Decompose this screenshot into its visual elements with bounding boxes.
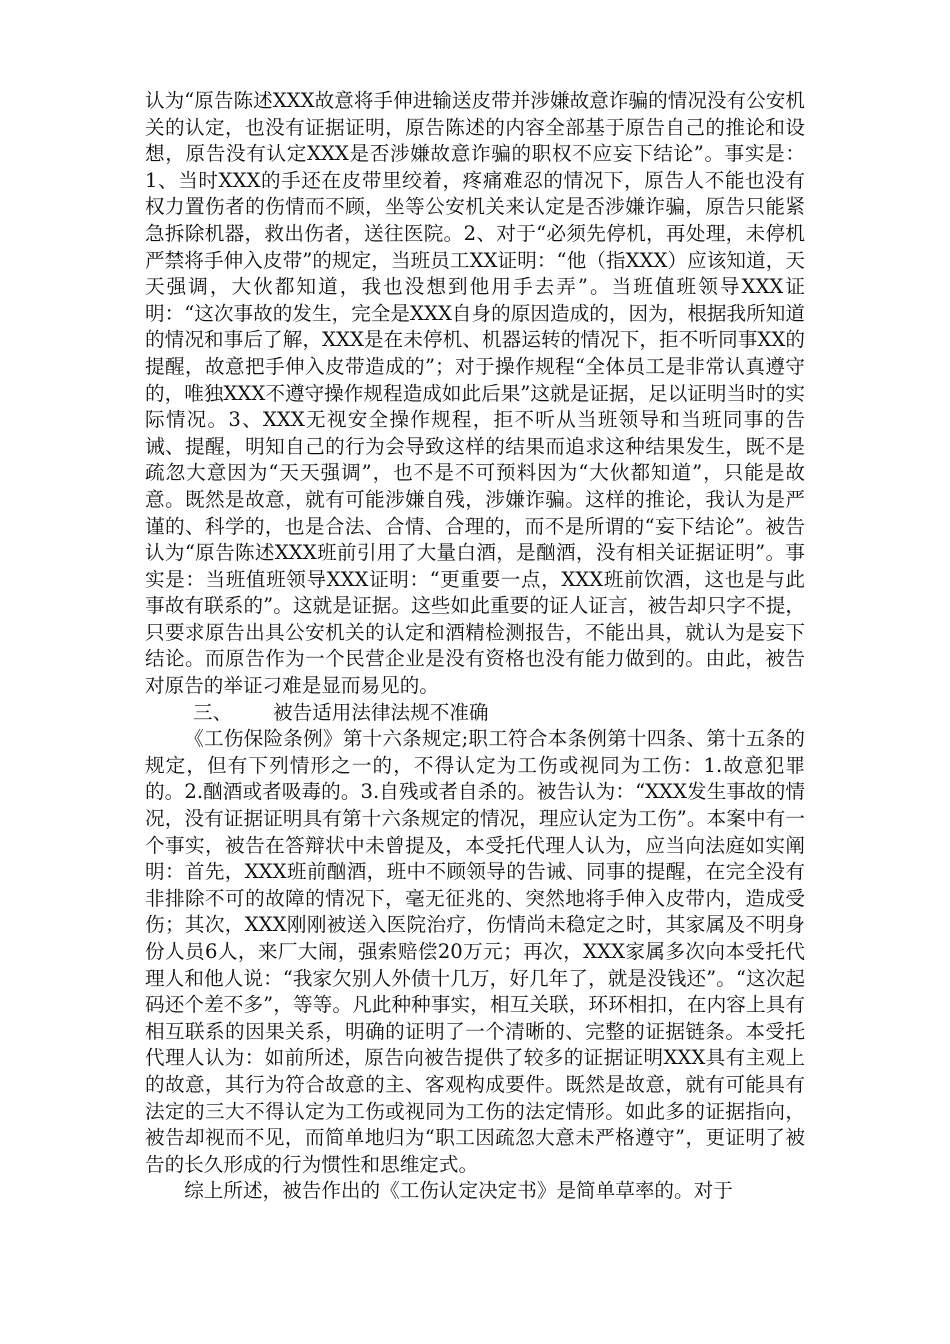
paragraph-evidence-argument: 认为“原告陈述XXX故意将手伸进输送皮带并涉嫌故意诈骗的情况没有公安机关的认定，也没有证据证明，原告陈述的内容全部基于原告自己的推论和设想，原告没有认定XXX是否涉嫌故意诈骗的职权不应妄下结论”。事实是：1、当时XXX的手还在皮带里绞着，疼痛难忍的情况下，原告人不能也没有权力置伤者的伤情而不顾，坐等公安机关来认定是否涉嫌诈骗，原告只能紧急拆除机器，救出伤者，送往医院。2、对于“必须先停机，再处理，未停机严禁将手伸入皮带”的规定，当班员工XX证明：“他（指XXX）应该知道，天天强调，大伙都知道，我也没想到他用手去弄”。当班值班领导XXX证明：“这次事故的发生，完全是XXX自身的原因造成的，因为，根据我所知道的情况和事后了解，XXX是在未停机、机器运转的情况下，拒不听同事XX的提醒，故意把手伸入皮带造成的”；对于操作规程“全体员工是非常认真遵守的，唯独XXX不遵守操作规程造成如此后果”这就是证据，足以证明当时的实际情况。3、XXX无视安全操作规程，拒不听从当班领导和当班同事的告诫、提醒，明知自己的行为会导致这样的结果而追求这种结果发生，既不是疏忽大意因为“天天强调”，也不是不可预料因为“大伙都知道”，只能是故意。既然是故意，就有可能涉嫌自残，涉嫌诈骗。这样的推论，我认为是严谨的、科学的，也是合法、合情、合理的，而不是所谓的“妄下结论”。被告认为“原告陈述XXX班前引用了大量白酒，是酗酒，没有相关证据证明”。事实是：当班值班领导XXX证明：“更重要一点，XXX班前饮酒，这也是与此事故有联系的”。这就是证据。这些如此重要的证人证言，被告却只字不提，只要求原告出具公安机关的认定和酒精检测报告，不能出具，就认为是妄下结论。而原告作为一个民营企业是没有资格也没有能力做到的。由此，被告对原告的举证刁难是显而易见的。 [145,89,805,698]
paragraph-regulation-analysis: 《工伤保险条例》第十六条规定;职工符合本条例第十四条、第十五条的规定，但有下列情形之一的，不得认定为工伤或视同为工伤：1.故意犯罪的。2.酗酒或者吸毒的。3.自残或者自杀的。被告认为：“XXX发生事故的情况，没有证据证明具有第十六条规定的情况，理应认定为工伤”。本案中有一个事实，被告在答辩状中未曾提及，本受托代理人认为，应当向法庭如实阐明：首先，XXX班前酗酒，班中不顾领导的告诫、同事的提醒，在完全没有非排除不可的故障的情况下，毫无征兆的、突然地将手伸入皮带内，造成受伤；其次，XXX刚刚被送入医院治疗，伤情尚未稳定之时，其家属及不明身份人员6人，来厂大闹，强索赔偿20万元；再次，XXX家属多次向本受托代理人和他人说：“我家欠别人外债十几万，好几年了，就是没钱还”。“这次起码还个差不多”，等等。凡此种种事实，相互关联，环环相扣，在内容上具有相互联系的因果关系，明确的证明了一个清晰的、完整的证据链条。本受托代理人认为：如前所述，原告向被告提供了较多的证据证明XXX具有主观上的故意，其行为符合故意的主、客观构成要件。既然是故意，就有可能具有法定的三大不得认定为工伤或视同为工伤的法定情形。如此多的证据指向，被告却视而不见，而简单地归为“职工因疏忽大意未严格遵守”，更证明了被告的长久形成的行为惯性和思维定式。 [145,727,805,1176]
paragraph-conclusion: 综上所述，被告作出的《工伤认定决定书》是简单草率的。对于 [184,1179,733,1203]
document-page [145,88,805,1205]
section-number: 三、 [193,700,233,724]
section-title: 被告适用法律法规不准确 [273,700,489,724]
section-heading [145,700,805,727]
